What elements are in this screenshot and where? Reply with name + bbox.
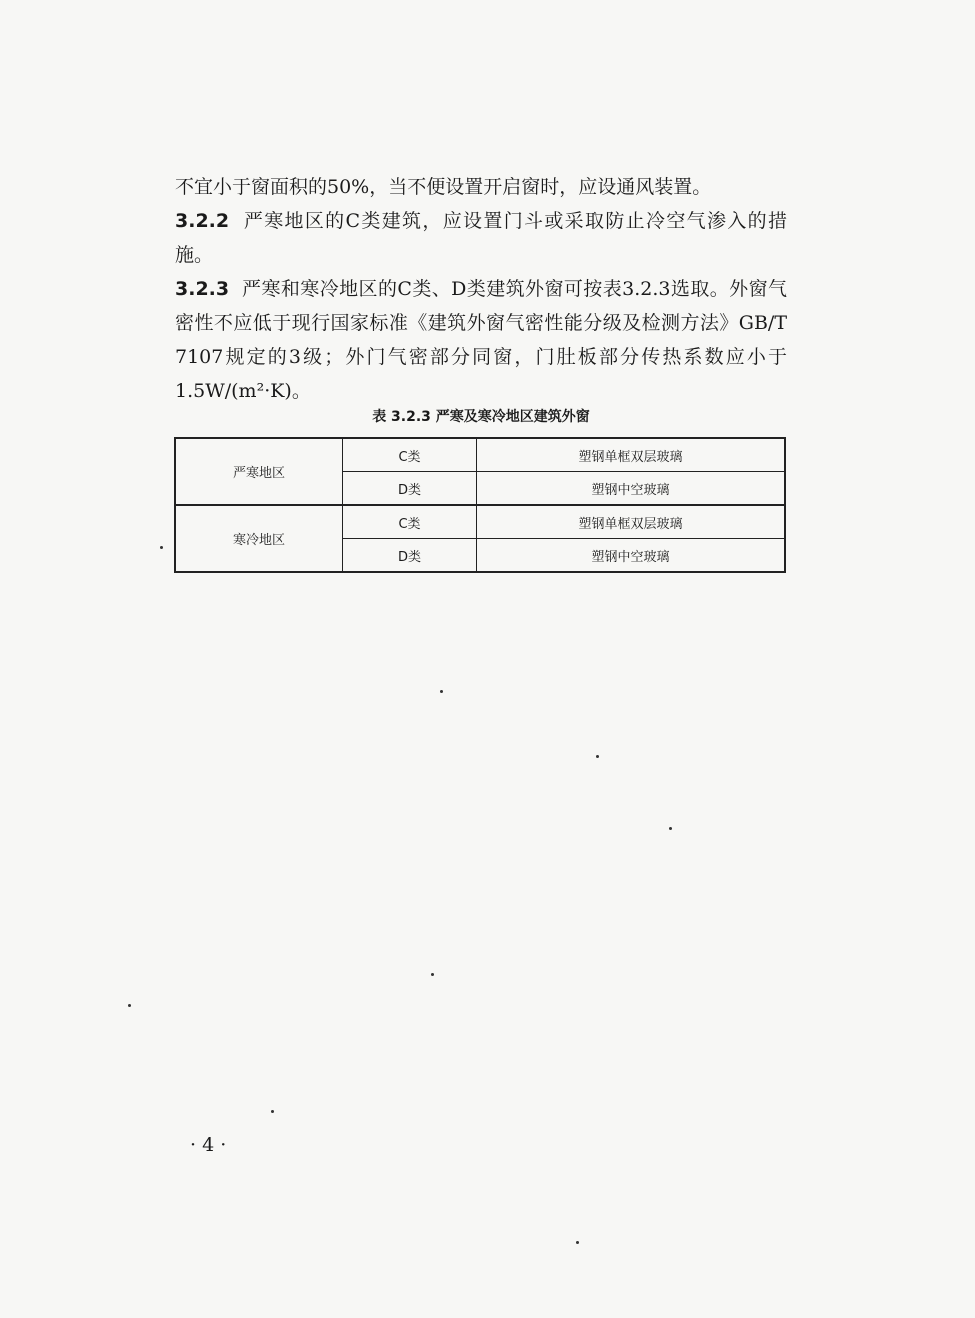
window-cell: 塑钢单框双层玻璃 xyxy=(477,505,786,539)
clause-text: 严寒地区的C类建筑，应设置门斗或采取防止冷空气渗入的措施。 xyxy=(175,210,787,266)
scan-speck xyxy=(669,827,672,830)
scan-speck xyxy=(128,1004,131,1007)
scan-speck xyxy=(576,1241,579,1244)
type-cell: C类 xyxy=(343,438,477,472)
paragraph-continuation: 不宜小于窗面积的50%，当不便设置开启窗时，应设通风装置。 xyxy=(175,176,712,198)
window-table xyxy=(174,437,786,573)
clause-number: 3.2.2 xyxy=(175,210,230,232)
type-cell: D类 xyxy=(343,539,477,573)
page-number: · 4 · xyxy=(190,1134,227,1156)
scan-speck xyxy=(271,1110,274,1113)
table-row xyxy=(175,505,785,539)
table-row xyxy=(175,438,785,472)
window-cell: 塑钢中空玻璃 xyxy=(477,472,786,506)
clause-3-2-3 xyxy=(175,272,787,408)
region-cell: 寒冷地区 xyxy=(175,505,343,572)
window-cell: 塑钢单框双层玻璃 xyxy=(477,438,786,472)
scan-speck xyxy=(440,690,443,693)
table-caption: 表 3.2.3 严寒及寒冷地区建筑外窗 xyxy=(372,409,590,425)
type-cell: C类 xyxy=(343,505,477,539)
window-cell: 塑钢中空玻璃 xyxy=(477,539,786,573)
type-cell: D类 xyxy=(343,472,477,506)
region-cell: 严寒地区 xyxy=(175,438,343,505)
clause-text: 严寒和寒冷地区的C类、D类建筑外窗可按表3.2.3选取。外窗气密性不应低于现行国家标准《建筑外窗气密性能分级及检测方法》GB/T 7107规定的3级；外门气密部分同窗，门肚板部分传热系数应小于1.5W/(m²·K)。 xyxy=(175,278,787,402)
scan-speck xyxy=(596,755,599,758)
scan-speck xyxy=(431,973,434,976)
clause-number: 3.2.3 xyxy=(175,278,230,300)
scan-speck xyxy=(160,546,163,549)
clause-3-2-2 xyxy=(175,204,787,272)
